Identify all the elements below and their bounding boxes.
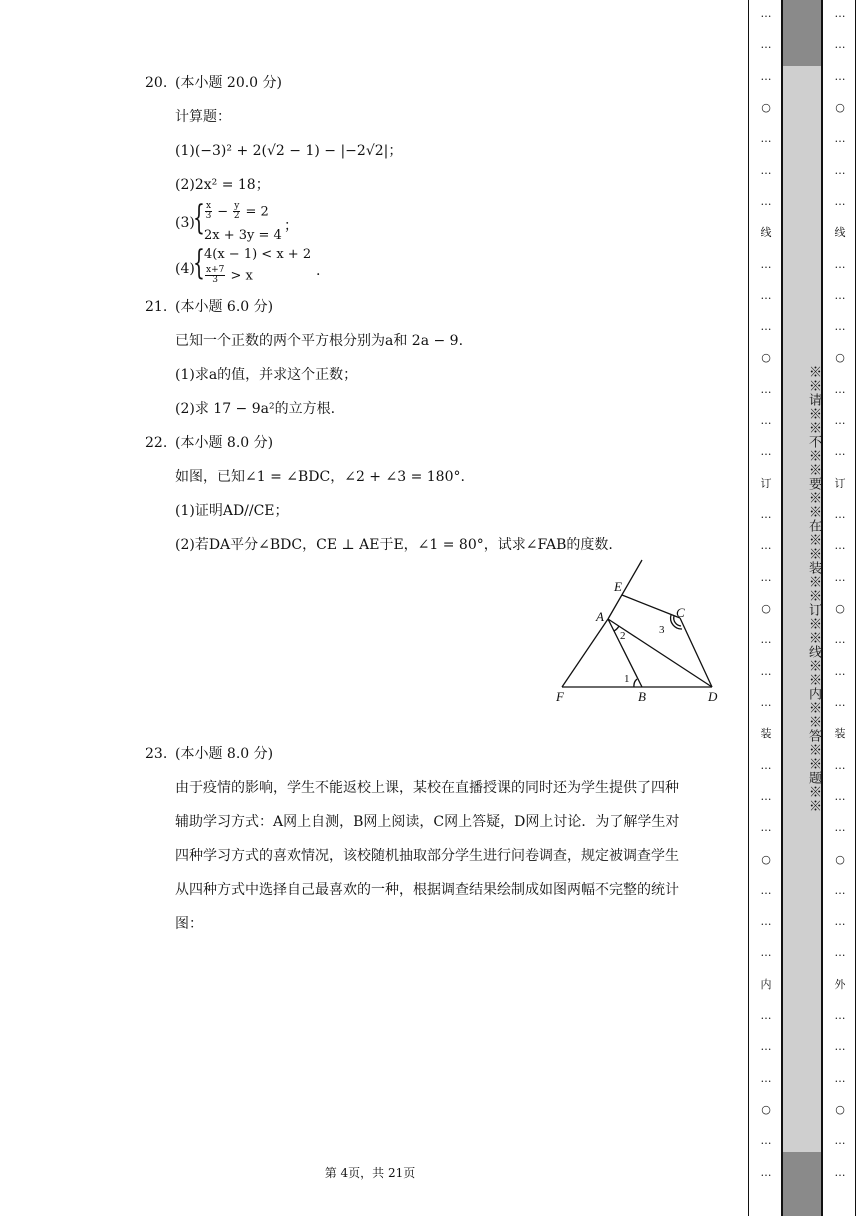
page-footer: 第 4页，共 21页 [324,1166,416,1180]
q23-line-3: 四种学习方式的喜欢情况，该校随机抽取部分学生进行问卷调查，规定被调查学生 [175,848,679,864]
inner-binding-column [748,0,782,1216]
q20-prompt: 计算题： [175,109,231,125]
binding-mark: … [760,38,772,52]
segment-EC [622,595,680,618]
binding-mark: … [760,194,772,208]
brace-icon: { [193,198,205,238]
q20-part4-eq2: $\frac{x+7}{3}$ > x [206,265,253,286]
q22-meta: (本小题 8.0 分) [175,435,274,451]
q23-line-5: 图： [175,916,203,932]
binding-mark: … [834,1165,846,1179]
q23-meta: (本小题 8.0 分) [175,746,274,762]
q21-number: 21. [145,299,168,315]
label-F: F [556,689,564,704]
binding-mark: … [834,664,846,678]
binding-mark: 订 [760,476,772,490]
q22-part2: (2)若DA平分∠BDC，CE ⊥ AE于E，∠1 = 80°，试求∠FAB的度数. [175,537,613,553]
binding-mark: … [834,789,846,803]
binding-mark: … [834,1071,846,1085]
q23-line-1: 由于疫情的影响，学生不能返校上课，某校在直播授课的同时还为学生提供了四种 [175,780,679,796]
binding-mark: … [760,320,772,334]
binding-mark: ○ [835,852,845,866]
binding-mark: … [760,1071,772,1085]
binding-mark: … [760,883,772,897]
label-B: B [638,689,646,704]
binding-mark: … [834,1134,846,1148]
q21-part1: (1)求a的值，并求这个正数； [175,367,358,383]
label-E: E [614,579,622,594]
label-A: A [596,609,604,624]
binding-mark: … [760,69,772,83]
binding-mark: 线 [760,226,772,240]
binding-mark: … [760,633,772,647]
binding-mark: … [834,445,846,459]
q20-part4-label: (4) [175,261,195,277]
q21-meta: (本小题 6.0 分) [175,299,274,315]
binding-mark: … [760,7,772,20]
label-2: 2 [620,630,626,642]
binding-mark: … [760,695,772,709]
binding-mark: … [834,7,846,20]
binding-mark: 内 [760,977,772,991]
q20-part4-eq1: 4(x − 1) < x + 2 [204,247,312,262]
q21-stem: 已知一个正数的两个平方根分别为a和 2a − 9. [175,333,464,349]
geometry-figure [550,555,730,705]
binding-mark: … [760,1040,772,1054]
binding-mark: … [760,946,772,960]
q23-number: 23. [145,746,168,762]
binding-mark: … [834,915,846,929]
binding-mark: ○ [835,602,845,615]
binding-mark: … [834,821,846,835]
q20-part2: (2)2x² = 18； [175,177,270,193]
dark-block-top [783,0,821,66]
binding-mark: … [834,38,846,52]
brace-icon: { [193,243,205,283]
binding-mark: … [760,1009,772,1023]
binding-mark: ○ [835,351,845,365]
label-1: 1 [624,673,630,685]
q23-line-2: 辅助学习方式：A网上自测，B网上阅读，C网上答疑，D网上讨论．为了解学生对 [175,814,680,830]
binding-mark: ○ [835,1103,845,1117]
binding-mark: ○ [761,852,771,866]
label-3: 3 [659,624,665,636]
binding-mark: … [834,539,846,553]
binding-mark: … [834,132,846,146]
outer-binding-column [822,0,856,1216]
binding-mark: 装 [760,727,772,741]
binding-mark: 订 [834,476,846,490]
binding-mark: … [760,1134,772,1148]
binding-mark: … [834,695,846,709]
binding-warning-text: ※※请※※不※※要※※在※※装※※订※※线※※内※※答※※题※※ [806,365,821,813]
binding-mark: … [834,758,846,772]
label-D: D [708,689,718,704]
q20-part3-eq2: 2x + 3y = 4 [204,228,282,243]
binding-mark: … [760,915,772,929]
binding-mark: … [760,414,772,428]
q20-part3-end: ； [284,218,298,234]
q22-part1: (1)证明AD//CE； [175,503,289,519]
binding-mark: … [834,633,846,647]
binding-mark: … [834,163,846,177]
q22-number: 22. [145,435,168,451]
binding-mark: 外 [834,977,846,991]
binding-mark: … [834,194,846,208]
q20-part4-end: . [316,263,321,279]
q23-line-4: 从四种方式中选择自己最喜欢的一种，根据调查结果绘制成如图两幅不完整的统计 [175,882,679,898]
binding-mark: … [834,1040,846,1054]
warning-strip [782,0,822,1216]
binding-mark: … [760,257,772,271]
binding-mark: ○ [761,602,771,615]
binding-mark: … [760,382,772,396]
binding-mark: … [834,570,846,584]
binding-mark: … [834,257,846,271]
binding-mark: … [834,883,846,897]
binding-mark: … [760,570,772,584]
q20-part3-label: (3) [175,215,195,231]
binding-mark: … [760,664,772,678]
binding-mark: ○ [761,351,771,365]
binding-mark: … [760,288,772,302]
binding-mark: … [760,132,772,146]
angle-2-arc [614,626,619,631]
binding-mark: … [760,1165,772,1179]
binding-mark: … [834,69,846,83]
q21-part2: (2)求 17 − 9a²的立方根. [175,401,336,417]
q20-number: 20. [145,75,168,91]
binding-mark: … [760,821,772,835]
binding-mark: … [760,539,772,553]
label-C: C [676,605,685,620]
binding-mark: … [760,508,772,522]
q20-part3-eq1: $\frac{x}{3}$ − $\frac{y}{2}$ = 2 [205,201,269,222]
binding-mark: … [834,382,846,396]
binding-mark: … [834,508,846,522]
q20-meta: (本小题 20.0 分) [175,75,282,91]
binding-mark: 装 [834,727,846,741]
binding-mark: … [834,288,846,302]
binding-mark: … [834,320,846,334]
binding-mark: … [760,445,772,459]
dark-block-bottom [783,1152,821,1216]
q22-stem: 如图，已知∠1 = ∠BDC，∠2 + ∠3 = 180°. [175,469,465,485]
binding-mark: … [834,946,846,960]
binding-mark: ○ [761,100,771,114]
segment-FA [562,619,608,687]
binding-mark: … [834,414,846,428]
binding-mark: 线 [834,226,846,240]
binding-mark: … [834,1009,846,1023]
binding-mark: ○ [761,1103,771,1117]
binding-mark: ○ [835,100,845,114]
angle-1-arc [634,679,637,687]
binding-mark: … [760,758,772,772]
binding-mark: … [760,163,772,177]
binding-mark: … [760,789,772,803]
q20-part1: (1)(−3)² + 2(√2 − 1) − |−2√2|； [175,143,403,159]
